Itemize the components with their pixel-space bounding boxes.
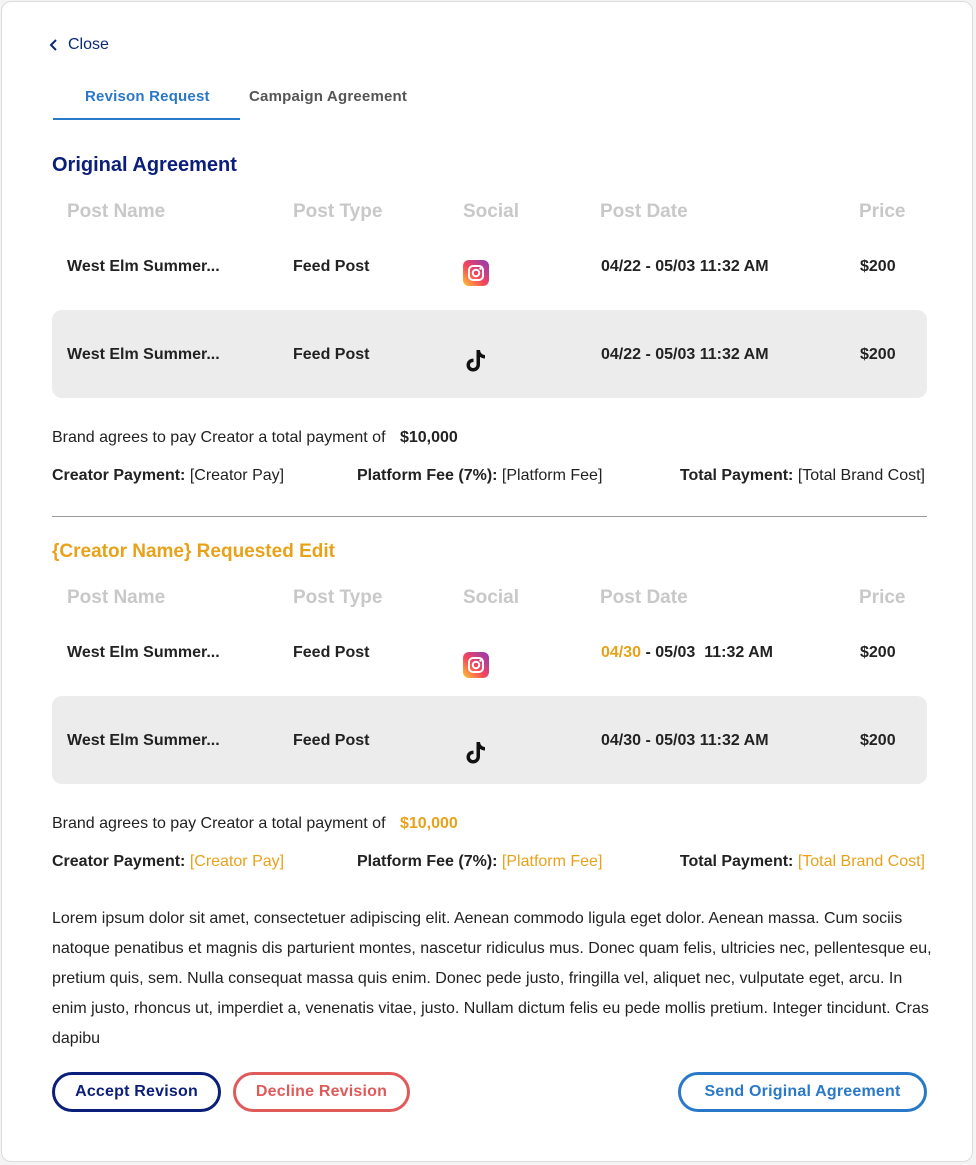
col-post-type: Post Type (293, 201, 383, 222)
total-payment-label: Total Payment: (679, 853, 794, 870)
table-row-post-name: West Elm Summer... (67, 346, 220, 363)
creator-payment-value: [Creator Pay] (189, 853, 285, 870)
table-row-post-date: 04/22 - 05/03 11:32 AM (601, 346, 769, 363)
creator-payment (52, 467, 284, 485)
tab-active-indicator (53, 118, 240, 120)
table-row-price-changed: $200 (860, 732, 896, 749)
col-social: Social (463, 201, 519, 222)
table-row-post-date (601, 644, 773, 662)
table-row-post-name: West Elm Summer... (67, 732, 220, 749)
table-row-post-name: West Elm Summer... (67, 258, 220, 275)
table-row-price: $200 (860, 346, 896, 363)
table-row-post-type: Feed Post (293, 732, 370, 749)
total-payment (680, 467, 925, 485)
instagram-icon (463, 652, 489, 678)
requested-edit-title: {Creator Name} Requested Edit (52, 541, 335, 562)
table-row-price: $200 (860, 258, 896, 275)
platform-fee-label: Platform Fee (7%): (357, 467, 498, 484)
table-row-post-date: 04/22 - 05/03 11:32 AM (601, 258, 769, 275)
accept-revision-button[interactable]: Accept Revison (52, 1072, 221, 1112)
close-label: Close (68, 36, 109, 53)
creator-payment-label: Creator Payment: (52, 467, 186, 484)
platform-fee (357, 467, 602, 485)
col-post-date: Post Date (600, 201, 688, 222)
tab-campaign-agreement[interactable]: Campaign Agreement (249, 88, 408, 105)
close-button[interactable] (49, 36, 109, 54)
table-row-post-type: Feed Post (293, 644, 370, 661)
total-payment-text (52, 429, 458, 447)
platform-fee (357, 853, 602, 871)
creator-payment (52, 853, 284, 871)
creator-payment-value: [Creator Pay] (189, 467, 285, 484)
original-agreement-title: Original Agreement (52, 154, 237, 176)
platform-fee-value: [Platform Fee] (501, 853, 603, 870)
section-divider (52, 516, 927, 517)
col-post-name: Post Name (67, 587, 166, 608)
total-payment-label: Total Payment: (679, 467, 794, 484)
table-row-post-type: Feed Post (293, 346, 370, 363)
revision-message: Lorem ipsum dolor sit amet, consectetuer adipiscing elit. Aenean commodo ligula eget dolor. Aenean massa. Cum sociis natoque penatibus et magnis dis parturient montes, nascetur ridiculus mus. Donec quam felis, ultricies nec, pellentesque eu, pretium quis, sem. Nulla consequat massa quis enim. Donec pede justo, fringilla vel, aliquet nec, vulputate eget, arcu. In enim justo, rhoncus ut, imperdiet a, venenatis vitae, justo. Nullam dictum felis eu pede mollis pretium. Integer tincidunt. Cras dapibu (52, 910, 932, 1047)
total-payment-value: $10,000 (399, 429, 458, 446)
platform-fee-label: Platform Fee (7%): (357, 853, 498, 870)
creator-payment-label: Creator Payment: (52, 853, 186, 870)
changed-start-date: 04/30 (601, 644, 642, 661)
platform-fee-value: [Platform Fee] (501, 467, 603, 484)
instagram-icon (463, 260, 489, 286)
total-payment-text (52, 815, 458, 833)
tiktok-icon (463, 348, 489, 374)
col-post-name: Post Name (67, 201, 166, 222)
table-row-price: $200 (860, 644, 896, 661)
total-payment-value: [Total Brand Cost] (797, 853, 925, 870)
col-post-type: Post Type (293, 587, 383, 608)
total-payment (680, 853, 925, 871)
col-price: Price (859, 201, 906, 222)
col-social: Social (463, 587, 519, 608)
total-payment-label: Brand agrees to pay Creator a total payment of (52, 815, 386, 832)
tab-revision-request[interactable]: Revison Request (85, 88, 210, 105)
col-post-date: Post Date (600, 587, 688, 608)
tiktok-icon (463, 740, 489, 766)
decline-revision-button[interactable]: Decline Revision (233, 1072, 410, 1112)
send-original-agreement-button[interactable]: Send Original Agreement (678, 1072, 927, 1112)
total-payment-label: Brand agrees to pay Creator a total payment of (52, 429, 386, 446)
total-payment-value: [Total Brand Cost] (797, 467, 925, 484)
total-payment-value: $10,000 (399, 815, 458, 832)
col-price: Price (859, 587, 906, 608)
table-row-post-date: 04/30 - 05/03 11:32 AM (601, 732, 769, 749)
chevron-left-icon (49, 39, 58, 51)
revision-modal (1, 1, 973, 1162)
post-date-rest: - 05/03 11:32 AM (641, 644, 773, 661)
table-row-post-name: West Elm Summer... (67, 644, 220, 661)
table-row-post-type: Feed Post (293, 258, 370, 275)
